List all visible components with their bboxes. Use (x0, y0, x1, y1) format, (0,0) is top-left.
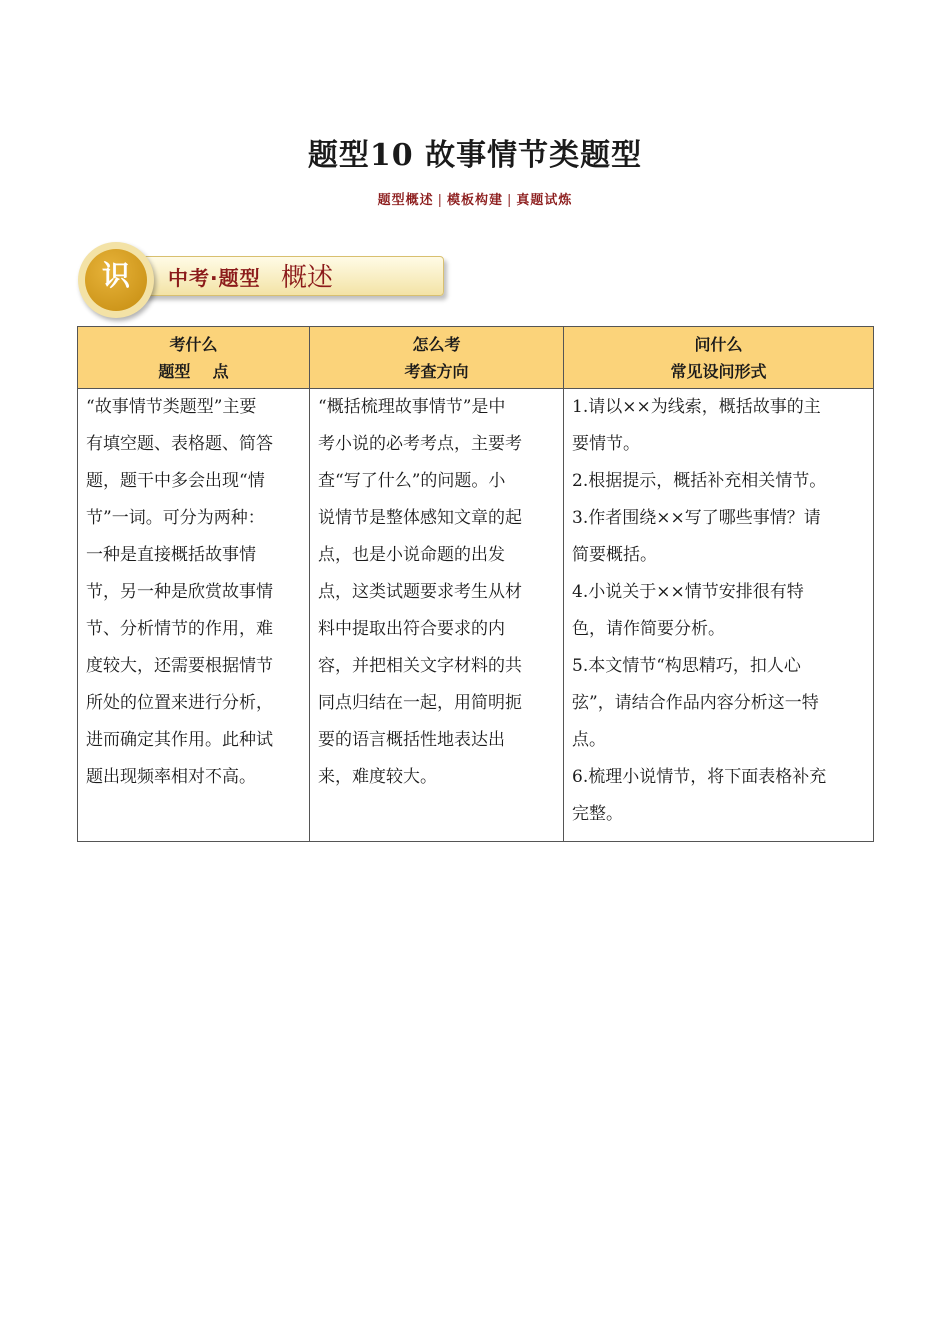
document-subtitle (0, 189, 950, 208)
text-line: 点。 (572, 730, 606, 750)
text-line: 要情节。 (572, 434, 640, 454)
text-line: 有填空题、表格题、简答 (86, 434, 273, 454)
header-line: 怎么考 (412, 335, 461, 354)
text-line: 色，请作简要分析。 (572, 619, 725, 639)
header-ask (564, 327, 874, 389)
subtitle-part-template: 模板构建 (446, 193, 503, 208)
header-how (310, 327, 564, 389)
text-line: 度较大，还需要根据情节 (86, 656, 273, 676)
text-line: 查“写了什么”的问题。小 (318, 471, 506, 491)
text-line: 简要概括。 (572, 545, 657, 565)
section-label-right: 概述 (281, 263, 334, 293)
section-label-left: 中考·题型 (168, 266, 261, 290)
badge-circle (78, 242, 154, 318)
cell-exam-direction (310, 389, 564, 842)
text-line: 节”一词。可分为两种： (86, 508, 265, 528)
text-line: 说情节是整体感知文章的起 (318, 508, 522, 528)
text-line: 同点归结在一起，用简明扼 (318, 693, 522, 713)
text-line: 题出现频率相对不高。 (86, 767, 256, 787)
header-line: 考查方向 (404, 362, 469, 381)
text-line: 容，并把相关文字材料的共 (318, 656, 522, 676)
text-line: 4.小说关于××情节安排很有特 (572, 582, 804, 602)
text-line: “概括梳理故事情节”是中 (318, 397, 506, 417)
text-line: 完整。 (572, 804, 623, 824)
text-line: 弦”，请结合作品内容分析这一特 (572, 693, 819, 713)
header-line: 考什么 (169, 335, 218, 354)
text-line: 考小说的必考考点，主要考 (318, 434, 522, 454)
badge-circle-char: 识 (85, 249, 147, 311)
text-line: 节、分析情节的作用，难 (86, 619, 273, 639)
text-line: 5.本文情节“构思精巧，扣人心 (572, 656, 801, 676)
text-line: 点，这类试题要求考生从材 (318, 582, 522, 602)
subtitle-separator: | (437, 193, 443, 208)
text-line: 要的语言概括性地表达出 (318, 730, 505, 750)
text-line: “故事情节类题型”主要 (86, 397, 257, 417)
text-line: 料中提取出符合要求的内 (318, 619, 505, 639)
subtitle-part-overview: 题型概述 (377, 193, 434, 208)
text-line: 来，难度较大。 (318, 767, 437, 787)
text-line: 节，另一种是欣赏故事情 (86, 582, 273, 602)
text-line: 一种是直接概括故事情 (86, 545, 256, 565)
table-row (78, 389, 874, 842)
text-line: 所处的位置来进行分析， (86, 693, 273, 713)
section-header-badge (78, 242, 378, 314)
text-line: 2.根据提示，概括补充相关情节。 (572, 471, 827, 491)
text-line: 进而确定其作用。此种试 (86, 730, 273, 750)
text-line: 1.请以××为线索，概括故事的主 (572, 397, 821, 417)
subtitle-separator: | (507, 193, 513, 208)
cell-question-types (78, 389, 310, 842)
header-line: 题型 点 (158, 362, 229, 381)
text-line: 题，题干中多会出现“情 (86, 471, 265, 491)
table-header-row (78, 327, 874, 389)
text-line: 6.梳理小说情节，将下面表格补充 (572, 767, 827, 787)
text-line: 点，也是小说命题的出发 (318, 545, 505, 565)
text-line: 3.作者围绕××写了哪些事情？请 (572, 508, 821, 528)
cell-common-questions (564, 389, 874, 842)
header-line: 问什么 (694, 335, 743, 354)
header-line: 常见设问形式 (670, 362, 767, 381)
header-what (78, 327, 310, 389)
subtitle-part-practice: 真题试炼 (516, 193, 573, 208)
overview-table (77, 326, 874, 842)
document-title: 题型10 故事情节类题型 (307, 138, 643, 173)
